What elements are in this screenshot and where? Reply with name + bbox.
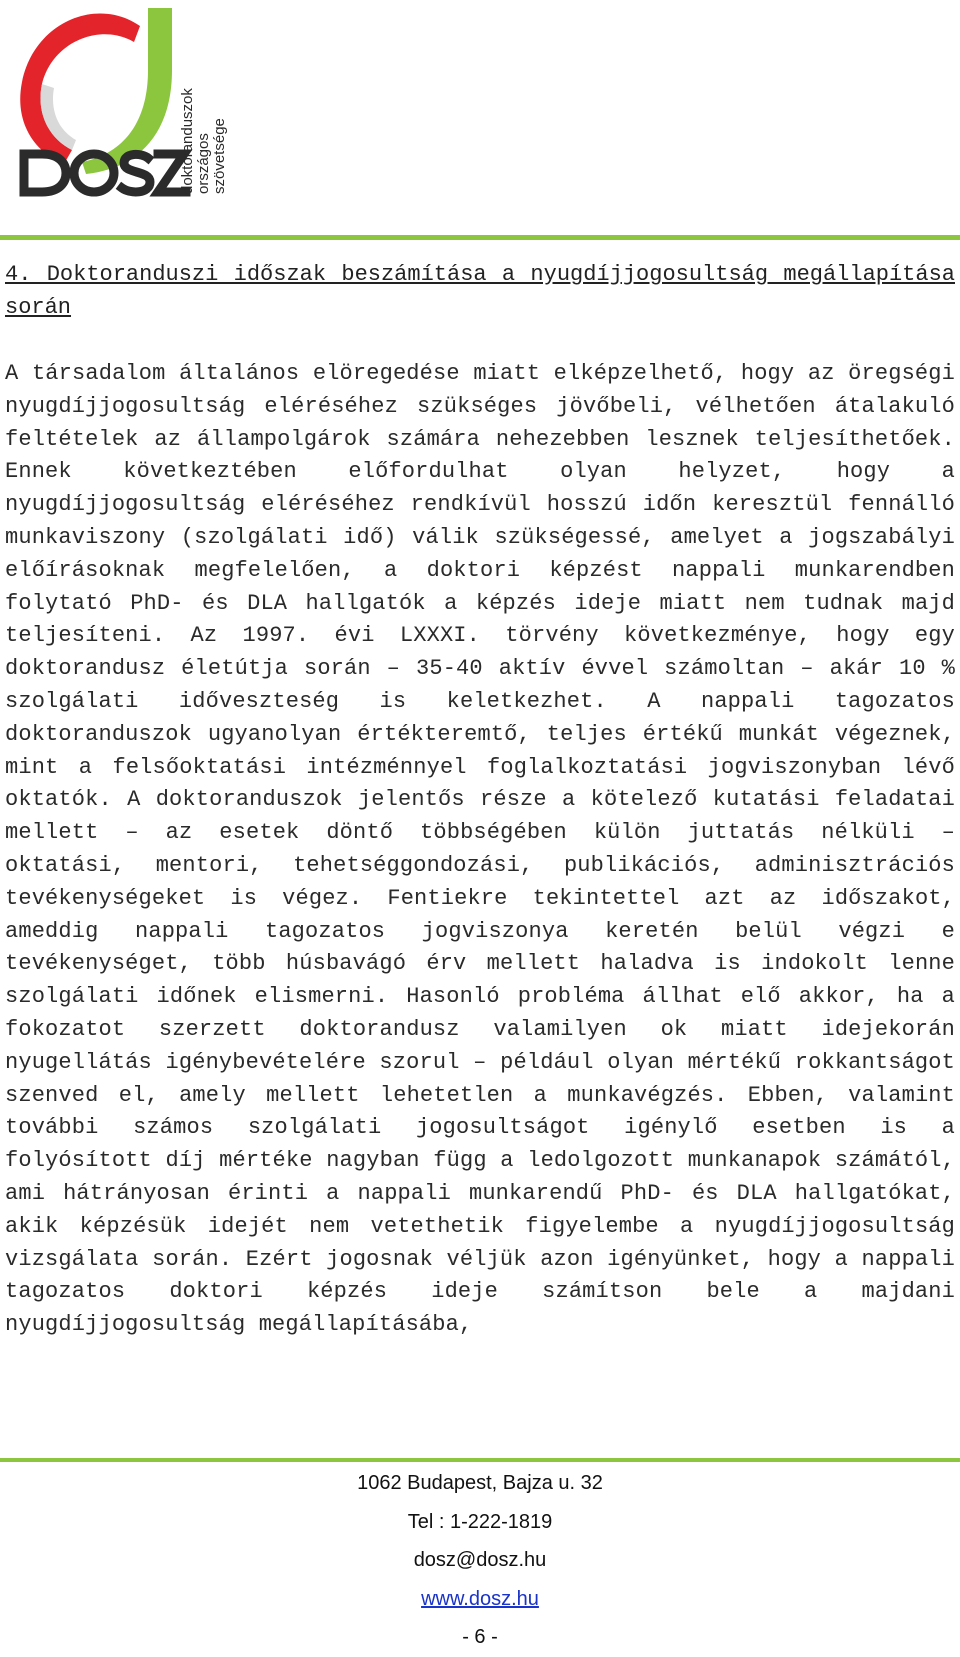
footer-email: dosz@dosz.hu [413,1549,547,1571]
footer-rule [0,1458,960,1462]
footer-address: 1062 Budapest, Bajza u. 32 [357,1472,603,1494]
logo-tagline-2: országos [195,133,212,194]
logo-tagline-3: szövetsége [211,118,228,194]
header-rule [0,235,960,240]
logo-wordmark [24,154,186,192]
footer-phone: Tel : 1-222-1819 [407,1510,553,1533]
logo-red-arc [20,13,140,164]
page-number: - 6 - [462,1626,498,1648]
dosz-logo [12,4,237,204]
section-heading: 4. Doktoranduszi időszak beszámítása a nyugdíjjogosultság megállapítása során [5,262,955,320]
logo-tagline-1: doktoranduszok [179,88,196,194]
footer [0,1464,960,1657]
footer-website-link[interactable]: www.dosz.hu [421,1587,539,1610]
section-body: A társadalom általános elöregedése miatt elképzelhető, hogy az öregségi nyugdíjjogosultság eléréséhez szükséges jövőbeli, vélhetően átalakuló feltételek az állampolgárok számára nehezebben lesznek teljesíthetőek. Ennek következtében előfordulhat olyan helyzet, hogy a nyugdíjjogosultság eléréséhez rendkívül hosszú időn keresztül fennálló munkaviszony (szolgálati idő) válik szükségessé, amelyet a jogszabályi előírásoknak megfelelően, a doktori képzést nappali munkarendben folytató PhD- és DLA hallgatók a képzés ideje miatt nem tudnak majd teljesíteni. Az 1997. évi LXXXI. törvény következménye, hogy egy doktorandusz életútja során – 35-40 aktív évvel számoltan – akár 10 % szolgálati időveszteség is keletkezhet. A nappali tagozatos doktoranduszok ugyanolyan értékteremtő, teljes értékű munkát végeznek, mint a felsőoktatási intézménnyel foglalkoztatási jogviszonyban lévő oktatók. A doktoranduszok jelentős része a kötelező kutatási feladatai mellett – az esetek döntő többségében külön juttatás nélküli – oktatási, mentori, tehetséggondozási, publikációs, adminisztrációs tevékenységeket is végez. Fentiekre tekintettel azt az időszakot, ameddig nappali tagozatos jogviszonya keretén belül végzi e tevékenységet, több húsbavágó érv mellett haladva is indokolt lenne szolgálati időnek elismerni. Hasonló probléma állhat elő akkor, ha a fokozatot szerzett doktorandusz valamilyen ok miatt idejekorán nyugellátás igénybevételére szorul – például olyan mértékű rokkantságot szenved el, amely mellett lehetetlen a munkavégzés. Ebben, valamint további számos szolgálati jogosultságot igénylő esetben is a folyósított díj mértéke nagyban függ a ledolgozott munkanapok számától, ami hátrányosan érinti a nappali munkarendű PhD- és DLA hallgatókat, akik képzésük idejét nem vetethetik figyelembe a nyugdíjjogosultság vizsgálata során. Ezért jogosnak véljük azon igényünket, hogy a nappali tagozatos doktori képzés ideje számítson bele a majdani nyugdíjjogosultság megállapításába, [5,361,955,1338]
